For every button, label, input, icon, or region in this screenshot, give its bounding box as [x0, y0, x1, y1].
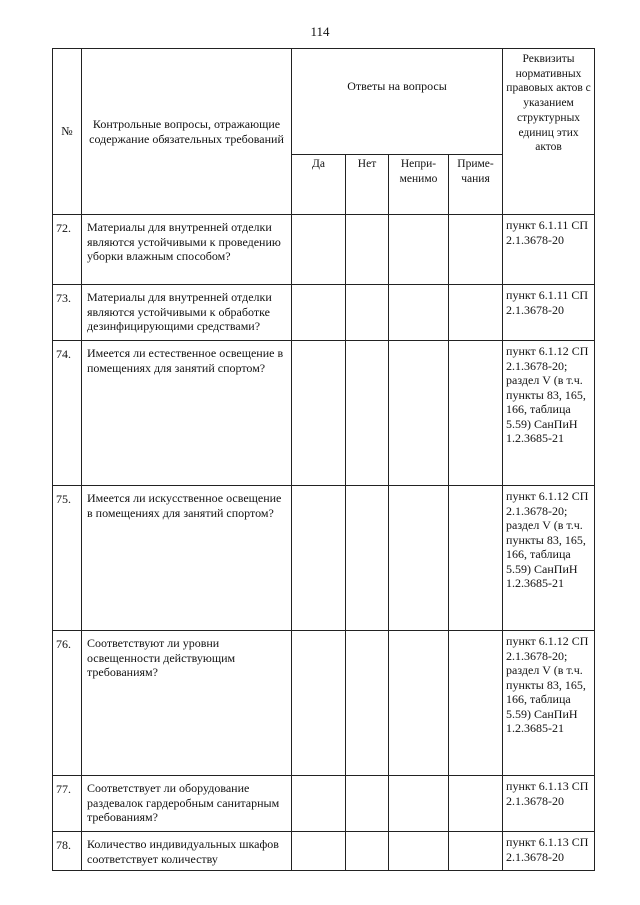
table-row — [53, 215, 595, 285]
answer-na-cell[interactable] — [389, 832, 449, 871]
answer-notes-cell[interactable] — [449, 486, 503, 631]
row-question: Соответствуют ли уровни освещенности действующим требованиям? — [82, 631, 292, 776]
page-number: 114 — [310, 24, 330, 39]
answer-yes-cell[interactable] — [292, 486, 346, 631]
answer-no-cell[interactable] — [346, 631, 389, 776]
answer-no-cell[interactable] — [346, 832, 389, 871]
answer-na-cell[interactable] — [389, 631, 449, 776]
answer-no-cell[interactable] — [346, 341, 389, 486]
header-question: Контрольные вопросы, отражающие содержание обязательных требований — [82, 49, 292, 215]
answer-no-cell[interactable] — [346, 486, 389, 631]
table-row — [53, 832, 595, 871]
row-number: 78. — [53, 832, 82, 871]
answer-notes-cell[interactable] — [449, 631, 503, 776]
answer-notes-cell[interactable] — [449, 776, 503, 832]
table-row — [53, 285, 595, 341]
table-row — [53, 486, 595, 631]
answer-notes-cell[interactable] — [449, 341, 503, 486]
answer-na-cell[interactable] — [389, 776, 449, 832]
answer-na-cell[interactable] — [389, 285, 449, 341]
table-row — [53, 631, 595, 776]
answer-notes-cell[interactable] — [449, 285, 503, 341]
row-requisites: пункт 6.1.11 СП 2.1.3678-20 — [503, 285, 595, 341]
row-requisites: пункт 6.1.12 СП 2.1.3678-20; раздел V (в т.ч. пункты 83, 165, 166, таблица 5.59) СанПиН 1.2.3685-21 — [503, 631, 595, 776]
answer-yes-cell[interactable] — [292, 341, 346, 486]
answer-no-cell[interactable] — [346, 776, 389, 832]
answer-no-cell[interactable] — [346, 285, 389, 341]
header-answer-no: Нет — [346, 155, 389, 215]
answer-yes-cell[interactable] — [292, 215, 346, 285]
row-number: 77. — [53, 776, 82, 832]
table-row — [53, 341, 595, 486]
row-requisites: пункт 6.1.11 СП 2.1.3678-20 — [503, 215, 595, 285]
row-question: Материалы для внутренней отделки являются устойчивыми к обработке дезинфицирующими средствами? — [82, 285, 292, 341]
row-question: Соответствует ли оборудование раздевалок гардеробным санитарным требованиям? — [82, 776, 292, 832]
checklist-table — [52, 48, 595, 871]
answer-na-cell[interactable] — [389, 215, 449, 285]
row-number: 74. — [53, 341, 82, 486]
answer-no-cell[interactable] — [346, 215, 389, 285]
row-question: Материалы для внутренней отделки являются устойчивыми к проведению уборки влажным способом? — [82, 215, 292, 285]
answer-notes-cell[interactable] — [449, 832, 503, 871]
header-requisites: Реквизиты нормативных правовых актов с указанием структурных единиц этих актов — [503, 49, 595, 215]
row-question: Имеется ли естественное освещение в помещениях для занятий спортом? — [82, 341, 292, 486]
answer-yes-cell[interactable] — [292, 776, 346, 832]
row-requisites: пункт 6.1.12 СП 2.1.3678-20; раздел V (в т.ч. пункты 83, 165, 166, таблица 5.59) СанПиН 1.2.3685-21 — [503, 486, 595, 631]
row-number: 76. — [53, 631, 82, 776]
row-number: 72. — [53, 215, 82, 285]
row-requisites: пункт 6.1.13 СП 2.1.3678-20 — [503, 832, 595, 871]
row-requisites: пункт 6.1.13 СП 2.1.3678-20 — [503, 776, 595, 832]
row-question: Количество индивидуальных шкафов соответствует количеству — [82, 832, 292, 871]
row-number: 73. — [53, 285, 82, 341]
answer-notes-cell[interactable] — [449, 215, 503, 285]
header-num: № — [53, 49, 82, 215]
answer-yes-cell[interactable] — [292, 832, 346, 871]
header-row — [53, 49, 595, 155]
answer-yes-cell[interactable] — [292, 631, 346, 776]
row-number: 75. — [53, 486, 82, 631]
header-answer-notes: Приме-чания — [449, 155, 503, 215]
answer-na-cell[interactable] — [389, 486, 449, 631]
row-requisites: пункт 6.1.12 СП 2.1.3678-20; раздел V (в т.ч. пункты 83, 165, 166, таблица 5.59) СанПиН 1.2.3685-21 — [503, 341, 595, 486]
answer-na-cell[interactable] — [389, 341, 449, 486]
row-question: Имеется ли искусственное освещение в помещениях для занятий спортом? — [82, 486, 292, 631]
answer-yes-cell[interactable] — [292, 285, 346, 341]
header-answer-yes: Да — [292, 155, 346, 215]
header-answers: Ответы на вопросы — [292, 49, 503, 155]
header-answer-na: Непри-менимо — [389, 155, 449, 215]
table-row — [53, 776, 595, 832]
